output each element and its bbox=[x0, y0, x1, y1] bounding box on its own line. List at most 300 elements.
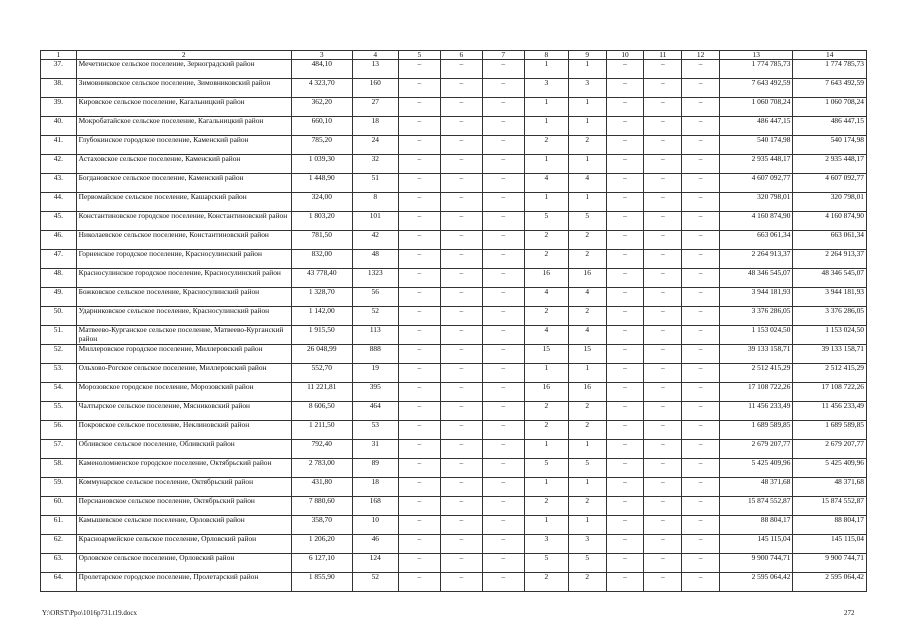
row-number: 47. bbox=[41, 250, 77, 269]
col5-value: – bbox=[398, 193, 440, 212]
col8-value: 3 bbox=[524, 535, 568, 554]
col11-value: – bbox=[644, 98, 682, 117]
row-number: 53. bbox=[41, 364, 77, 383]
col13-amount: 7 643 492,59 bbox=[719, 79, 792, 98]
col8-value: 16 bbox=[524, 383, 568, 402]
col7-value: – bbox=[482, 402, 524, 421]
col10-value: – bbox=[606, 497, 644, 516]
col6-value: – bbox=[440, 307, 482, 326]
col4-value: 168 bbox=[352, 497, 398, 516]
col5-value: – bbox=[398, 117, 440, 136]
col12-value: – bbox=[682, 174, 720, 193]
col4-value: 18 bbox=[352, 478, 398, 497]
col10-value: – bbox=[606, 383, 644, 402]
col6-value: – bbox=[440, 402, 482, 421]
col12-value: – bbox=[682, 516, 720, 535]
col10-value: – bbox=[606, 98, 644, 117]
area-value: 484,10 bbox=[291, 60, 352, 79]
settlement-name: Обливское сельское поселение, Обливский район bbox=[76, 440, 291, 459]
table-row bbox=[41, 383, 867, 402]
col7-value: – bbox=[482, 497, 524, 516]
col8-value: 1 bbox=[524, 117, 568, 136]
col6-value: – bbox=[440, 60, 482, 79]
col7-value: – bbox=[482, 421, 524, 440]
column-number-cell: 5 bbox=[398, 51, 440, 60]
col7-value: – bbox=[482, 345, 524, 364]
col5-value: – bbox=[398, 421, 440, 440]
col6-value: – bbox=[440, 231, 482, 250]
col4-value: 18 bbox=[352, 117, 398, 136]
settlement-name: Богдановское сельское поселение, Каменский район bbox=[76, 174, 291, 193]
row-number: 64. bbox=[41, 573, 77, 592]
area-value: 781,50 bbox=[291, 231, 352, 250]
col13-amount: 9 900 744,71 bbox=[719, 554, 792, 573]
col8-value: 4 bbox=[524, 326, 568, 345]
col13-amount: 5 425 409,96 bbox=[719, 459, 792, 478]
col10-value: – bbox=[606, 79, 644, 98]
col4-value: 56 bbox=[352, 288, 398, 307]
col11-value: – bbox=[644, 79, 682, 98]
col8-value: 1 bbox=[524, 440, 568, 459]
col8-value: 1 bbox=[524, 193, 568, 212]
row-number: 45. bbox=[41, 212, 77, 231]
col4-value: 27 bbox=[352, 98, 398, 117]
col8-value: 5 bbox=[524, 459, 568, 478]
table-row bbox=[41, 288, 867, 307]
col8-value: 4 bbox=[524, 288, 568, 307]
settlement-name: Камышевское сельское поселение, Орловский район bbox=[76, 516, 291, 535]
col5-value: – bbox=[398, 79, 440, 98]
col11-value: – bbox=[644, 326, 682, 345]
col13-amount: 2 935 448,17 bbox=[719, 155, 792, 174]
col11-value: – bbox=[644, 421, 682, 440]
col6-value: – bbox=[440, 345, 482, 364]
col7-value: – bbox=[482, 212, 524, 231]
col11-value: – bbox=[644, 136, 682, 155]
settlement-name: Красносулинское городское поселение, Красносулинский район bbox=[76, 269, 291, 288]
col5-value: – bbox=[398, 155, 440, 174]
settlement-name: Первомайское сельское поселение, Кашарский район bbox=[76, 193, 291, 212]
col8-value: 2 bbox=[524, 307, 568, 326]
col5-value: – bbox=[398, 269, 440, 288]
col12-value: – bbox=[682, 573, 720, 592]
col14-amount: 3 376 286,05 bbox=[793, 307, 867, 326]
col10-value: – bbox=[606, 193, 644, 212]
col14-amount: 17 108 722,26 bbox=[793, 383, 867, 402]
table-row bbox=[41, 117, 867, 136]
col9-value: 1 bbox=[568, 117, 606, 136]
col14-amount: 1 153 024,50 bbox=[793, 326, 867, 345]
row-number: 58. bbox=[41, 459, 77, 478]
row-number: 40. bbox=[41, 117, 77, 136]
col4-value: 464 bbox=[352, 402, 398, 421]
col5-value: – bbox=[398, 573, 440, 592]
column-number-cell: 3 bbox=[291, 51, 352, 60]
col13-amount: 2 264 913,37 bbox=[719, 250, 792, 269]
col11-value: – bbox=[644, 535, 682, 554]
col14-amount: 15 874 552,87 bbox=[793, 497, 867, 516]
col14-amount: 2 512 415,29 bbox=[793, 364, 867, 383]
col11-value: – bbox=[644, 345, 682, 364]
settlement-name: Покровское сельское поселение, Неклиновский район bbox=[76, 421, 291, 440]
col6-value: – bbox=[440, 383, 482, 402]
col6-value: – bbox=[440, 459, 482, 478]
col7-value: – bbox=[482, 573, 524, 592]
col4-value: 46 bbox=[352, 535, 398, 554]
row-number: 42. bbox=[41, 155, 77, 174]
col11-value: – bbox=[644, 440, 682, 459]
col5-value: – bbox=[398, 98, 440, 117]
column-number-cell: 7 bbox=[482, 51, 524, 60]
col4-value: 1323 bbox=[352, 269, 398, 288]
table-row bbox=[41, 174, 867, 193]
col14-amount: 4 160 874,90 bbox=[793, 212, 867, 231]
col14-amount: 2 679 207,77 bbox=[793, 440, 867, 459]
col12-value: – bbox=[682, 231, 720, 250]
col4-value: 53 bbox=[352, 421, 398, 440]
row-number: 44. bbox=[41, 193, 77, 212]
col4-value: 13 bbox=[352, 60, 398, 79]
col6-value: – bbox=[440, 497, 482, 516]
table-row bbox=[41, 212, 867, 231]
area-value: 324,00 bbox=[291, 193, 352, 212]
col5-value: – bbox=[398, 364, 440, 383]
col9-value: 16 bbox=[568, 383, 606, 402]
settlement-name: Горненское городское поселение, Красносулинский район bbox=[76, 250, 291, 269]
settlement-name: Астаховское сельское поселение, Каменский район bbox=[76, 155, 291, 174]
row-number: 63. bbox=[41, 554, 77, 573]
col8-value: 1 bbox=[524, 155, 568, 174]
col11-value: – bbox=[644, 554, 682, 573]
col13-amount: 540 174,98 bbox=[719, 136, 792, 155]
table-row bbox=[41, 269, 867, 288]
page-number: 272 bbox=[844, 609, 855, 617]
col12-value: – bbox=[682, 326, 720, 345]
col4-value: 32 bbox=[352, 155, 398, 174]
area-value: 1 039,30 bbox=[291, 155, 352, 174]
col5-value: – bbox=[398, 212, 440, 231]
col4-value: 42 bbox=[352, 231, 398, 250]
col11-value: – bbox=[644, 155, 682, 174]
settlement-name: Мечетинское сельское поселение, Зерноградский район bbox=[76, 60, 291, 79]
column-number-cell: 14 bbox=[793, 51, 867, 60]
settlement-name: Зимовниковское сельское поселение, Зимовниковский район bbox=[76, 79, 291, 98]
settlement-name: Константиновское городское поселение, Константиновский район bbox=[76, 212, 291, 231]
col8-value: 5 bbox=[524, 212, 568, 231]
col5-value: – bbox=[398, 60, 440, 79]
col13-amount: 3 376 286,05 bbox=[719, 307, 792, 326]
row-number: 54. bbox=[41, 383, 77, 402]
column-number-row bbox=[41, 51, 867, 60]
row-number: 37. bbox=[41, 60, 77, 79]
column-number-cell: 9 bbox=[568, 51, 606, 60]
col13-amount: 4 160 874,90 bbox=[719, 212, 792, 231]
col13-amount: 3 944 181,93 bbox=[719, 288, 792, 307]
col9-value: 2 bbox=[568, 573, 606, 592]
col14-amount: 4 607 092,77 bbox=[793, 174, 867, 193]
col14-amount: 11 456 233,49 bbox=[793, 402, 867, 421]
settlement-name: Божковское сельское поселение, Красносулинский район bbox=[76, 288, 291, 307]
settlement-name: Кировское сельское поселение, Кагальницкий район bbox=[76, 98, 291, 117]
col12-value: – bbox=[682, 250, 720, 269]
col6-value: – bbox=[440, 288, 482, 307]
area-value: 43 778,40 bbox=[291, 269, 352, 288]
col7-value: – bbox=[482, 459, 524, 478]
col13-amount: 320 798,01 bbox=[719, 193, 792, 212]
col10-value: – bbox=[606, 364, 644, 383]
column-number-cell: 1 bbox=[41, 51, 77, 60]
col5-value: – bbox=[398, 326, 440, 345]
col7-value: – bbox=[482, 516, 524, 535]
col5-value: – bbox=[398, 459, 440, 478]
col9-value: 2 bbox=[568, 402, 606, 421]
col8-value: 2 bbox=[524, 573, 568, 592]
settlement-name: Мокробатайское сельское поселение, Кагальницкий район bbox=[76, 117, 291, 136]
col5-value: – bbox=[398, 383, 440, 402]
settlement-name: Чалтырское сельское поселение, Мясниковский район bbox=[76, 402, 291, 421]
area-value: 358,70 bbox=[291, 516, 352, 535]
area-value: 832,00 bbox=[291, 250, 352, 269]
col9-value: 15 bbox=[568, 345, 606, 364]
table-row bbox=[41, 516, 867, 535]
column-number-cell: 11 bbox=[644, 51, 682, 60]
col4-value: 52 bbox=[352, 573, 398, 592]
col6-value: – bbox=[440, 117, 482, 136]
table-row bbox=[41, 364, 867, 383]
table-row bbox=[41, 554, 867, 573]
row-number: 38. bbox=[41, 79, 77, 98]
col6-value: – bbox=[440, 535, 482, 554]
col12-value: – bbox=[682, 288, 720, 307]
col12-value: – bbox=[682, 421, 720, 440]
col11-value: – bbox=[644, 402, 682, 421]
row-number: 62. bbox=[41, 535, 77, 554]
col4-value: 124 bbox=[352, 554, 398, 573]
col9-value: 1 bbox=[568, 98, 606, 117]
col14-amount: 48 371,68 bbox=[793, 478, 867, 497]
col14-amount: 39 133 158,71 bbox=[793, 345, 867, 364]
col14-amount: 48 346 545,07 bbox=[793, 269, 867, 288]
col12-value: – bbox=[682, 307, 720, 326]
table-row bbox=[41, 573, 867, 592]
col9-value: 2 bbox=[568, 421, 606, 440]
col10-value: – bbox=[606, 440, 644, 459]
col10-value: – bbox=[606, 345, 644, 364]
col4-value: 160 bbox=[352, 79, 398, 98]
col5-value: – bbox=[398, 516, 440, 535]
col9-value: 2 bbox=[568, 231, 606, 250]
col9-value: 1 bbox=[568, 478, 606, 497]
column-number-cell: 8 bbox=[524, 51, 568, 60]
table-row bbox=[41, 98, 867, 117]
col10-value: – bbox=[606, 307, 644, 326]
col6-value: – bbox=[440, 155, 482, 174]
settlement-name: Ольхово-Рогское сельское поселение, Миллеровский район bbox=[76, 364, 291, 383]
col7-value: – bbox=[482, 60, 524, 79]
table-row bbox=[41, 250, 867, 269]
col10-value: – bbox=[606, 269, 644, 288]
col8-value: 1 bbox=[524, 60, 568, 79]
col8-value: 4 bbox=[524, 174, 568, 193]
area-value: 785,20 bbox=[291, 136, 352, 155]
col14-amount: 3 944 181,93 bbox=[793, 288, 867, 307]
col6-value: – bbox=[440, 193, 482, 212]
col11-value: – bbox=[644, 231, 682, 250]
col4-value: 395 bbox=[352, 383, 398, 402]
row-number: 48. bbox=[41, 269, 77, 288]
col9-value: 1 bbox=[568, 364, 606, 383]
col4-value: 101 bbox=[352, 212, 398, 231]
area-value: 1 328,70 bbox=[291, 288, 352, 307]
area-value: 362,20 bbox=[291, 98, 352, 117]
table-row bbox=[41, 440, 867, 459]
col12-value: – bbox=[682, 478, 720, 497]
col7-value: – bbox=[482, 250, 524, 269]
area-value: 660,10 bbox=[291, 117, 352, 136]
col9-value: 4 bbox=[568, 174, 606, 193]
col12-value: – bbox=[682, 440, 720, 459]
col7-value: – bbox=[482, 174, 524, 193]
area-value: 11 221,81 bbox=[291, 383, 352, 402]
col7-value: – bbox=[482, 79, 524, 98]
col10-value: – bbox=[606, 250, 644, 269]
col13-amount: 1 153 024,50 bbox=[719, 326, 792, 345]
column-number-cell: 10 bbox=[606, 51, 644, 60]
col11-value: – bbox=[644, 497, 682, 516]
col12-value: – bbox=[682, 383, 720, 402]
col11-value: – bbox=[644, 478, 682, 497]
col6-value: – bbox=[440, 269, 482, 288]
col9-value: 5 bbox=[568, 459, 606, 478]
col8-value: 5 bbox=[524, 554, 568, 573]
col10-value: – bbox=[606, 478, 644, 497]
area-value: 792,40 bbox=[291, 440, 352, 459]
row-number: 51. bbox=[41, 326, 77, 345]
col10-value: – bbox=[606, 459, 644, 478]
table-row bbox=[41, 60, 867, 79]
col4-value: 51 bbox=[352, 174, 398, 193]
col14-amount: 540 174,98 bbox=[793, 136, 867, 155]
col7-value: – bbox=[482, 288, 524, 307]
col5-value: – bbox=[398, 535, 440, 554]
col8-value: 2 bbox=[524, 402, 568, 421]
col12-value: – bbox=[682, 402, 720, 421]
settlement-name: Морозовское городское поселение, Морозовский район bbox=[76, 383, 291, 402]
col10-value: – bbox=[606, 231, 644, 250]
col13-amount: 663 061,34 bbox=[719, 231, 792, 250]
col5-value: – bbox=[398, 440, 440, 459]
table-row bbox=[41, 402, 867, 421]
row-number: 59. bbox=[41, 478, 77, 497]
settlement-name: Красноармейское сельское поселение, Орловский район bbox=[76, 535, 291, 554]
col12-value: – bbox=[682, 98, 720, 117]
col13-amount: 39 133 158,71 bbox=[719, 345, 792, 364]
col13-amount: 48 346 545,07 bbox=[719, 269, 792, 288]
col5-value: – bbox=[398, 345, 440, 364]
col8-value: 2 bbox=[524, 497, 568, 516]
col9-value: 5 bbox=[568, 554, 606, 573]
row-number: 55. bbox=[41, 402, 77, 421]
col5-value: – bbox=[398, 478, 440, 497]
col11-value: – bbox=[644, 459, 682, 478]
row-number: 41. bbox=[41, 136, 77, 155]
col12-value: – bbox=[682, 345, 720, 364]
col8-value: 1 bbox=[524, 478, 568, 497]
col7-value: – bbox=[482, 326, 524, 345]
col11-value: – bbox=[644, 212, 682, 231]
col9-value: 2 bbox=[568, 497, 606, 516]
area-value: 1 915,50 bbox=[291, 326, 352, 345]
col6-value: – bbox=[440, 79, 482, 98]
col5-value: – bbox=[398, 174, 440, 193]
col10-value: – bbox=[606, 288, 644, 307]
table-row bbox=[41, 535, 867, 554]
col5-value: – bbox=[398, 288, 440, 307]
col14-amount: 1 774 785,73 bbox=[793, 60, 867, 79]
col9-value: 1 bbox=[568, 516, 606, 535]
col8-value: 2 bbox=[524, 250, 568, 269]
col6-value: – bbox=[440, 364, 482, 383]
table-row bbox=[41, 231, 867, 250]
col6-value: – bbox=[440, 212, 482, 231]
col7-value: – bbox=[482, 554, 524, 573]
col9-value: 1 bbox=[568, 60, 606, 79]
col12-value: – bbox=[682, 364, 720, 383]
table-row bbox=[41, 79, 867, 98]
col14-amount: 88 804,17 bbox=[793, 516, 867, 535]
col7-value: – bbox=[482, 98, 524, 117]
col9-value: 1 bbox=[568, 440, 606, 459]
table-row bbox=[41, 326, 867, 345]
table-row bbox=[41, 345, 867, 364]
col12-value: – bbox=[682, 212, 720, 231]
col9-value: 5 bbox=[568, 212, 606, 231]
col13-amount: 4 607 092,77 bbox=[719, 174, 792, 193]
col12-value: – bbox=[682, 459, 720, 478]
col9-value: 2 bbox=[568, 307, 606, 326]
col8-value: 3 bbox=[524, 79, 568, 98]
col14-amount: 1 060 708,24 bbox=[793, 98, 867, 117]
column-number-cell: 12 bbox=[682, 51, 720, 60]
col7-value: – bbox=[482, 231, 524, 250]
area-value: 26 048,99 bbox=[291, 345, 352, 364]
col9-value: 16 bbox=[568, 269, 606, 288]
table-row bbox=[41, 421, 867, 440]
col6-value: – bbox=[440, 516, 482, 535]
col9-value: 4 bbox=[568, 288, 606, 307]
col8-value: 1 bbox=[524, 98, 568, 117]
col4-value: 19 bbox=[352, 364, 398, 383]
col12-value: – bbox=[682, 79, 720, 98]
col10-value: – bbox=[606, 402, 644, 421]
row-number: 60. bbox=[41, 497, 77, 516]
row-number: 49. bbox=[41, 288, 77, 307]
area-value: 4 323,70 bbox=[291, 79, 352, 98]
col9-value: 1 bbox=[568, 193, 606, 212]
col6-value: – bbox=[440, 136, 482, 155]
col7-value: – bbox=[482, 307, 524, 326]
column-number-cell: 13 bbox=[719, 51, 792, 60]
col8-value: 2 bbox=[524, 231, 568, 250]
area-value: 1 206,20 bbox=[291, 535, 352, 554]
col13-amount: 48 371,68 bbox=[719, 478, 792, 497]
col14-amount: 486 447,15 bbox=[793, 117, 867, 136]
col11-value: – bbox=[644, 288, 682, 307]
col13-amount: 486 447,15 bbox=[719, 117, 792, 136]
col12-value: – bbox=[682, 497, 720, 516]
col10-value: – bbox=[606, 155, 644, 174]
col8-value: 2 bbox=[524, 136, 568, 155]
